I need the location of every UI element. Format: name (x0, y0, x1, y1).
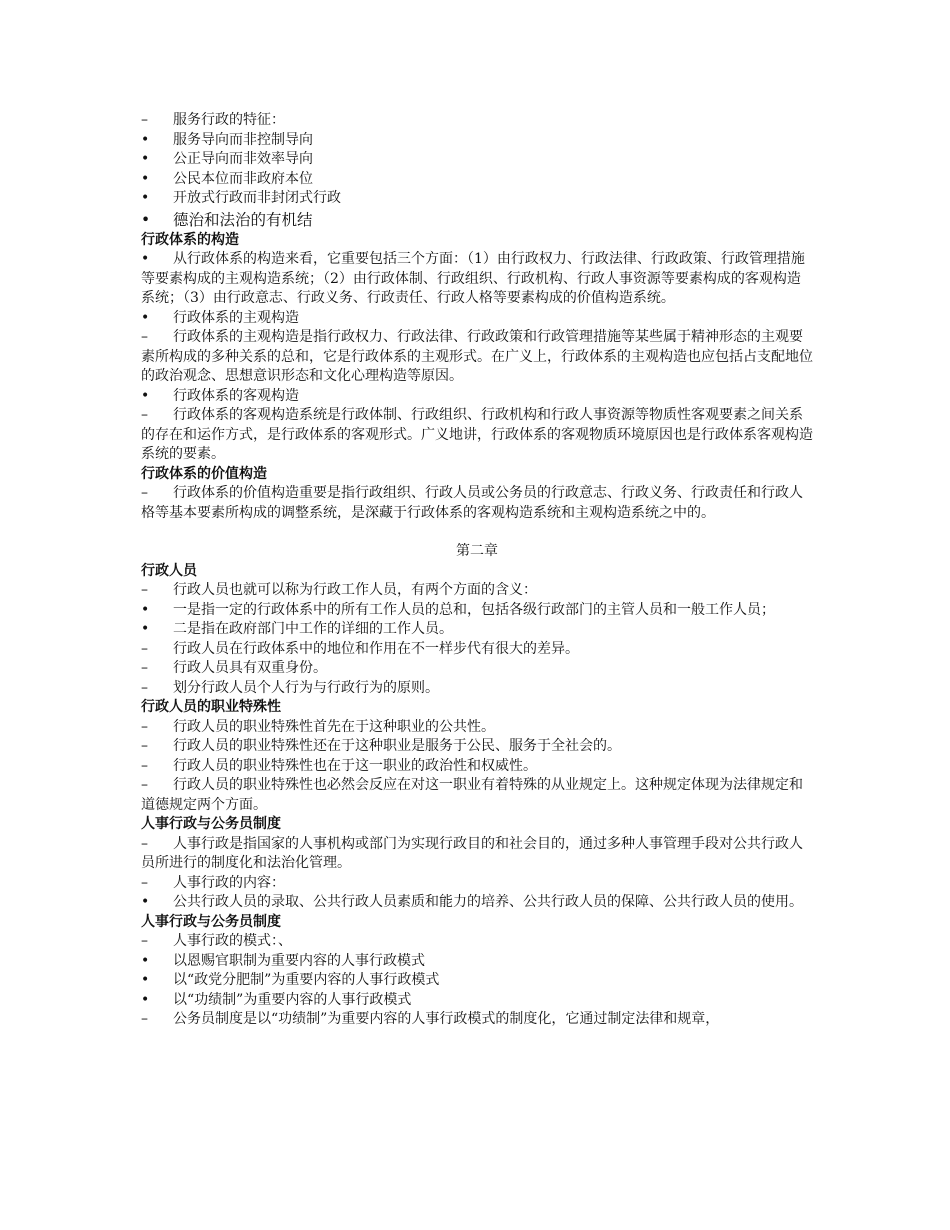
paragraph (141, 328, 813, 387)
document-page (141, 111, 813, 1030)
section-heading: 行政体系的价值构造 (141, 465, 267, 482)
list-item (141, 150, 813, 170)
paragraph-text: 从行政体系的构造来看，它重要包括三个方面：（1）由行政权力、行政法律、行政政策、行政管理措施等要素构成的主观构造系统；（2）由行政体制、行政组织、行政机构、行政人事资源等要素构成的客观构造系统；（3）由行政意志、行政义务、行政责任、行政人格等要素构成的价值构造系统。 (141, 251, 805, 306)
list-item (141, 387, 813, 407)
item-text: 以恩赐官职制为重要内容的人事行政模式 (173, 952, 425, 969)
dash-marker: – (141, 1011, 148, 1027)
section-heading: 行政体系的构造 (141, 231, 239, 248)
paragraph (141, 484, 813, 523)
list-item (141, 581, 813, 601)
paragraph-text: 行政体系的主观构造是指行政权力、行政法律、行政政策和行政管理措施等某些属于精神形态的主观要素所构成的多种关系的总和，它是行政体系的主观形式。在广义上，行政体系的主观构造也应包括占支配地位的政治观念、思想意识形态和文化心理构造等原因。 (141, 329, 813, 384)
dash-marker: – (141, 660, 148, 676)
list-item (141, 971, 813, 991)
item-text: 服务导向而非控制导向 (173, 131, 313, 148)
item-text: 行政人员具有双重身份。 (173, 660, 327, 676)
chapter-title: 第二章 (456, 543, 498, 559)
list-item (141, 952, 813, 972)
bullet-marker: • (141, 952, 150, 969)
item-text: 划分行政人员个人行为与行政行为的原则。 (173, 679, 439, 696)
paragraph (141, 835, 813, 874)
dash-marker: – (141, 874, 148, 891)
list-item (141, 659, 813, 679)
paragraph-text: 公共行政人员的录取、公共行政人员素质和能力的培养、公共行政人员的保障、公共行政人员的使用。 (173, 894, 803, 910)
spacer (141, 523, 813, 542)
paragraph (141, 776, 813, 815)
list-item (141, 189, 813, 209)
list-item (141, 209, 813, 231)
list-item (141, 620, 813, 640)
paragraph-text: 行政人员的职业特殊性也必然会反应在对这一职业有着特殊的从业规定上。这种规定体现为法律规定和道德规定两个方面。 (141, 777, 803, 813)
item-text: 二是指在政府部门中工作的详细的工作人员。 (173, 621, 453, 637)
list-item (141, 1010, 813, 1030)
dash-marker: – (141, 329, 148, 345)
list-item (141, 737, 813, 757)
item-text: 行政人员的职业特殊性首先在于这种职业的公共性。 (173, 718, 495, 735)
bullet-marker: • (141, 309, 150, 326)
dash-marker: – (141, 738, 148, 754)
paragraph (141, 601, 813, 621)
list-item (141, 111, 813, 131)
bullet-marker: • (141, 621, 150, 637)
bullet-marker: • (141, 151, 150, 167)
item-text: 人事行政的模式：、 (173, 933, 292, 949)
paragraph-text: 一是指一定的行政体系中的所有工作人员的总和，包括各级行政部门的主管人员和一般工作人员； (173, 601, 775, 618)
item-text: 开放式行政而非封闭式行政 (173, 190, 341, 206)
list-item (141, 640, 813, 660)
list-item (141, 131, 813, 151)
dash-marker: – (141, 835, 148, 852)
section-heading: 人事行政与公务员制度 (141, 816, 281, 832)
list-item (141, 874, 813, 894)
item-text: 德治和法治的有机结 (173, 210, 313, 229)
list-item (141, 718, 813, 738)
paragraph-text: 行政体系的客观构造系统是行政体制、行政组织、行政机构和行政人事资源等物质性客观要素之间关系的存在和运作方式，是行政体系的客观形式。广义地讲，行政体系的客观物质环境原因也是行政体系客观构造系统的要素。 (141, 407, 813, 462)
dash-marker: – (141, 640, 148, 657)
bullet-marker: • (141, 210, 151, 229)
item-text: 行政人员在行政体系中的地位和作用在不一样步代有很大的差异。 (173, 640, 579, 657)
section-heading: 行政人员的职业特殊性 (141, 699, 281, 715)
item-text: 行政人员的职业特殊性还在于这种职业是服务于公民、服务于全社会的。 (173, 738, 621, 754)
list-item (141, 309, 813, 329)
section-heading: 行政人员 (141, 562, 197, 579)
bullet-marker: • (141, 170, 150, 187)
paragraph (141, 893, 813, 913)
dash-marker: – (141, 485, 148, 501)
bullet-marker: • (141, 601, 150, 618)
paragraph-text: 行政体系的价值构造重要是指行政组织、行政人员或公务员的行政意志、行政义务、行政责任和行政人格等基本要素所构成的调整系统，是深藏于行政体系的客观构造系统和主观构造系统之中的。 (141, 485, 803, 521)
dash-marker: – (141, 582, 148, 598)
bullet-marker: • (141, 894, 150, 910)
item-text: 服务行政的特征： (173, 112, 285, 128)
item-text: 人事行政的内容： (173, 874, 285, 891)
dash-marker: – (141, 718, 148, 735)
dash-marker: – (141, 777, 148, 793)
bullet-marker: • (141, 387, 150, 404)
item-text: 以“政党分肥制”为重要内容的人事行政模式 (173, 972, 440, 988)
item-text: 行政人员也就可以称为行政工作人员，有两个方面的含义： (173, 582, 537, 598)
bullet-marker: • (141, 972, 150, 988)
list-item (141, 991, 813, 1011)
item-text: 以“功绩制”为重要内容的人事行政模式 (173, 991, 412, 1008)
paragraph-text: 人事行政是指国家的人事机构或部门为实现行政目的和社会目的，通过多种人事管理手段对公共行政人员所进行的制度化和法治化管理。 (141, 835, 803, 871)
dash-marker: – (141, 933, 148, 949)
item-text: 公民本位而非政府本位 (173, 170, 313, 187)
dash-marker: – (141, 757, 148, 774)
paragraph (141, 250, 813, 309)
list-item (141, 757, 813, 777)
item-text: 公正导向而非效率导向 (173, 151, 313, 167)
paragraph (141, 406, 813, 465)
item-text: 公务员制度是以“功绩制”为重要内容的人事行政模式的制度化，它通过制定法律和规章， (173, 1011, 720, 1027)
dash-marker: – (141, 407, 148, 423)
item-text: 行政体系的客观构造 (173, 387, 299, 404)
bullet-marker: • (141, 131, 150, 148)
bullet-marker: • (141, 251, 150, 267)
item-text: 行政体系的主观构造 (173, 309, 299, 326)
bullet-marker: • (141, 991, 150, 1008)
dash-marker: – (141, 679, 148, 696)
list-item (141, 932, 813, 952)
dash-marker: – (141, 112, 148, 128)
section-heading: 人事行政与公务员制度 (141, 913, 281, 930)
bullet-marker: • (141, 190, 150, 206)
list-item (141, 170, 813, 190)
item-text: 行政人员的职业特殊性也在于这一职业的政治性和权威性。 (173, 757, 537, 774)
list-item (141, 679, 813, 699)
